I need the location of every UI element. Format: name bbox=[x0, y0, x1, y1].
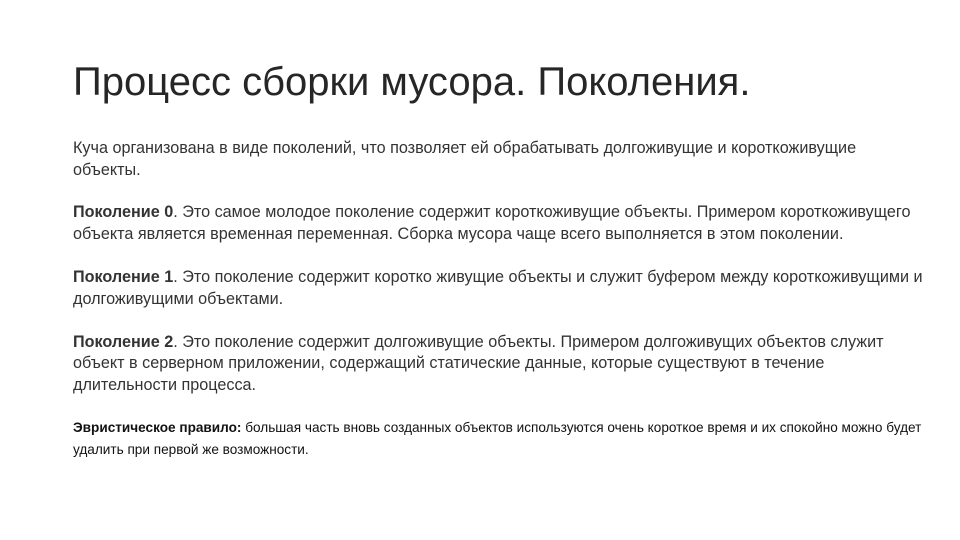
generation-2-term: Поколение 2 bbox=[73, 332, 174, 351]
heuristic-term: Эвристическое правило: bbox=[73, 420, 242, 436]
generation-2-paragraph bbox=[73, 332, 923, 397]
intro-paragraph: Куча организована в виде поколений, что позволяет ей обрабатывать долгоживущие и короткоживущие объекты. bbox=[73, 139, 857, 179]
slide-title: Процесс сборки мусора. Поколения. bbox=[73, 60, 751, 104]
heuristic-paragraph bbox=[73, 417, 923, 460]
generation-0-term: Поколение 0 bbox=[73, 203, 174, 222]
slide-body bbox=[73, 138, 923, 461]
generation-1-term: Поколение 1 bbox=[73, 268, 174, 287]
generation-1-description: . Это поколение содержит коротко живущие объекты и служит буфером между короткоживущими и долгоживущими объектами. bbox=[73, 268, 923, 308]
generation-2-description: . Это поколение содержит долгоживущие объекты. Примером долгоживущих объектов служит объект в серверном приложении, содержащий статические данные, которые существуют в течение длительности процесса. bbox=[73, 332, 884, 394]
generation-1-paragraph bbox=[73, 267, 923, 310]
heuristic-description: большая часть вновь созданных объектов используются очень короткое время и их спокойно можно будет удалить при первой же возможности. bbox=[73, 420, 922, 457]
generation-0-paragraph bbox=[73, 202, 923, 245]
generation-0-description: . Это самое молодое поколение содержит короткоживущие объекты. Примером короткоживущего объекта является временная переменная. Сборка мусора чаще всего выполняется в этом поколении. bbox=[73, 203, 911, 243]
